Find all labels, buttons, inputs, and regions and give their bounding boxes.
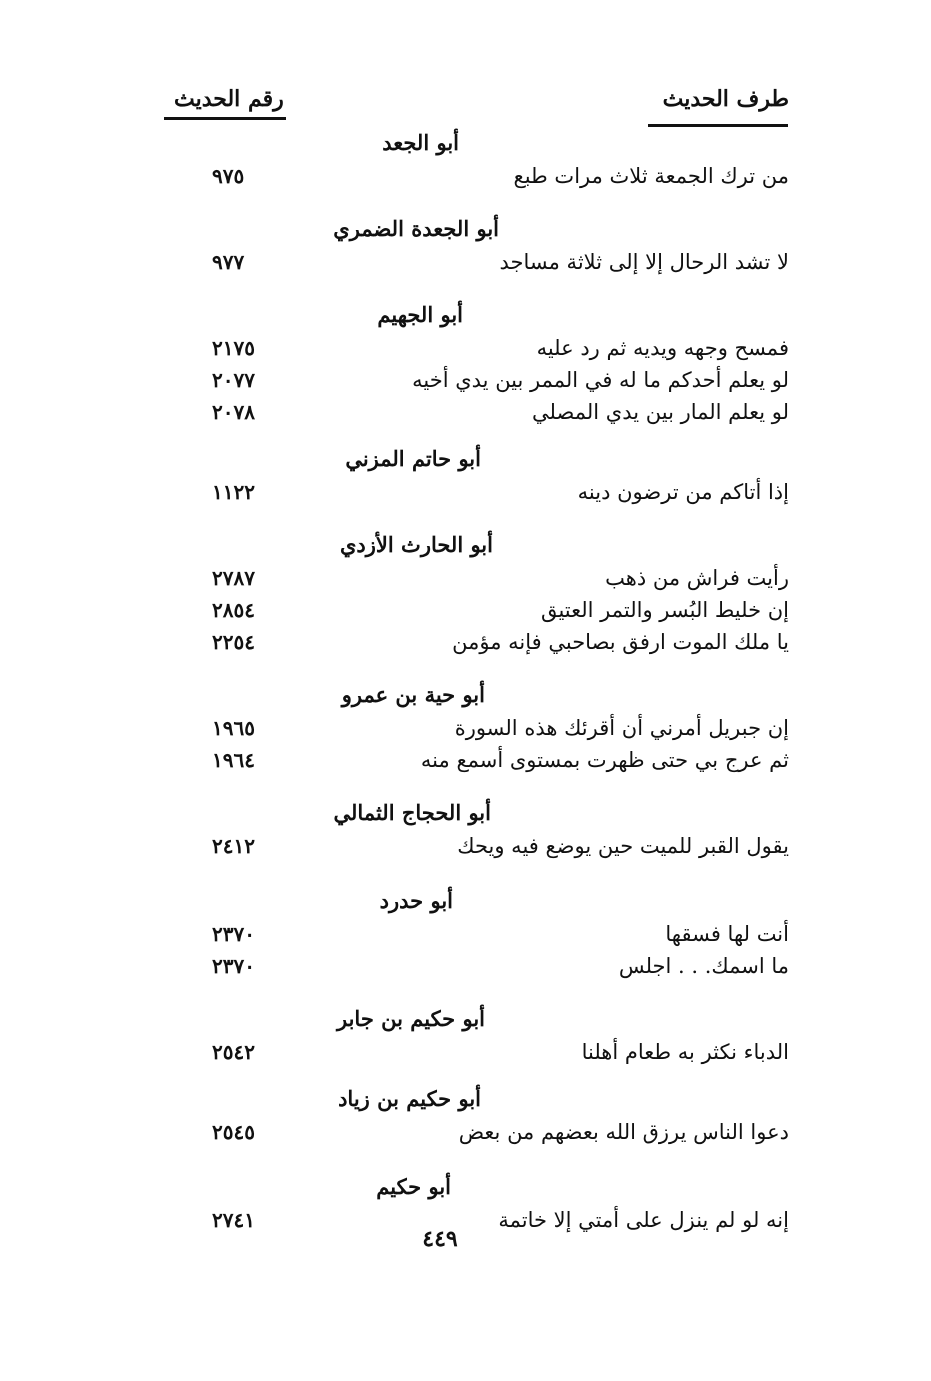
hadith-text: إن جبريل أمرني أن أقرئك هذه السورة bbox=[454, 716, 789, 740]
hadith-entry bbox=[0, 918, 931, 950]
narrator-name: أبو حية بن عمرو bbox=[341, 682, 485, 707]
hadith-text: إن خليط البُسر والتمر العتيق bbox=[540, 598, 789, 622]
narrator-heading bbox=[0, 1082, 931, 1116]
hadith-entry bbox=[0, 594, 931, 626]
narrator-name: أبو الحجاج الثمالي bbox=[333, 800, 491, 825]
hadith-entry bbox=[0, 396, 931, 428]
hadith-entry bbox=[0, 364, 931, 396]
hadith-index bbox=[0, 126, 931, 1236]
hadith-number: ٢٨٥٤ bbox=[212, 598, 255, 622]
narrator-heading bbox=[0, 298, 931, 332]
hadith-entry bbox=[0, 712, 931, 744]
narrator-name: أبو حكيم bbox=[376, 1174, 451, 1199]
narrator-name: أبو الجهيم bbox=[377, 302, 463, 327]
column-header-hadith-number: رقم الحديث bbox=[174, 86, 284, 112]
hadith-number: ٢١٧٥ bbox=[212, 336, 255, 360]
hadith-number: ١٩٦٤ bbox=[212, 748, 255, 772]
hadith-number: ٢٣٧٠ bbox=[212, 954, 255, 978]
hadith-number: ٩٧٧ bbox=[212, 250, 245, 274]
narrator-heading bbox=[0, 884, 931, 918]
narrator-name: أبو الجعد bbox=[382, 130, 459, 155]
hadith-number: ١٩٦٥ bbox=[212, 716, 255, 740]
narrator-heading bbox=[0, 528, 931, 562]
narrator-name: أبو الحارث الأزدي bbox=[340, 532, 493, 557]
narrator-name: أبو حاتم المزني bbox=[345, 446, 481, 471]
hadith-text: أنت لها فسقها bbox=[665, 922, 789, 946]
hadith-entry bbox=[0, 562, 931, 594]
hadith-number: ٢٥٤٢ bbox=[212, 1040, 255, 1064]
hadith-text: ثم عرج بي حتى ظهرت بمستوى أسمع منه bbox=[420, 748, 789, 772]
narrator-heading bbox=[0, 1002, 931, 1036]
hadith-text: إنه لو لم ينزل على أمتي إلا خاتمة bbox=[498, 1208, 789, 1232]
hadith-text: من ترك الجمعة ثلاث مرات طبع bbox=[513, 164, 789, 188]
narrator-name: أبو حكيم بن زياد bbox=[338, 1086, 481, 1111]
hadith-number: ٢٢٥٤ bbox=[212, 630, 255, 654]
page-number: ٤٤٩ bbox=[422, 1226, 458, 1252]
hadith-entry bbox=[0, 160, 931, 192]
hadith-text: رأيت فراش من ذهب bbox=[605, 566, 789, 590]
hadith-number: ١١٢٢ bbox=[212, 480, 255, 504]
hadith-entry bbox=[0, 332, 931, 364]
hadith-number: ٢٤١٢ bbox=[212, 834, 255, 858]
hadith-entry bbox=[0, 246, 931, 278]
hadith-entry bbox=[0, 476, 931, 508]
hadith-entry bbox=[0, 950, 931, 982]
header-rule-left bbox=[164, 117, 286, 120]
narrator-name: أبو حدرد bbox=[379, 888, 453, 913]
hadith-entry bbox=[0, 1036, 931, 1068]
narrator-name: أبو الجعدة الضمري bbox=[333, 216, 499, 241]
hadith-number: ٢٠٧٨ bbox=[212, 400, 255, 424]
hadith-text: لا تشد الرحال إلا إلى ثلاثة مساجد bbox=[499, 250, 789, 274]
hadith-number: ٢٠٧٧ bbox=[212, 368, 255, 392]
hadith-number: ٢٧٤١ bbox=[212, 1208, 255, 1232]
column-header-hadith-text: طرف الحديث bbox=[662, 86, 789, 112]
hadith-text: دعوا الناس يرزق الله بعضهم من بعض bbox=[458, 1120, 789, 1144]
narrator-heading bbox=[0, 1170, 931, 1204]
narrator-heading bbox=[0, 678, 931, 712]
hadith-number: ٢٧٨٧ bbox=[212, 566, 255, 590]
hadith-text: فمسح وجهه ويديه ثم رد عليه bbox=[536, 336, 789, 360]
hadith-text: الدباء نكثر به طعام أهلنا bbox=[581, 1040, 789, 1064]
hadith-text: لو يعلم المار بين يدي المصلي bbox=[532, 400, 789, 424]
hadith-number: ٩٧٥ bbox=[212, 164, 245, 188]
narrator-heading bbox=[0, 442, 931, 476]
hadith-entry bbox=[0, 830, 931, 862]
narrator-heading bbox=[0, 126, 931, 160]
hadith-entry bbox=[0, 744, 931, 776]
hadith-text: يقول القبر للميت حين يوضع فيه ويحك bbox=[457, 834, 789, 858]
hadith-text: إذا أتاكم من ترضون دينه bbox=[577, 480, 789, 504]
hadith-text: لو يعلم أحدكم ما له في الممر بين يدي أخيه bbox=[412, 368, 789, 392]
hadith-text: ما اسمك. . . اجلس bbox=[618, 954, 789, 978]
hadith-number: ٢٥٤٥ bbox=[212, 1120, 255, 1144]
hadith-entry bbox=[0, 626, 931, 658]
hadith-entry bbox=[0, 1116, 931, 1148]
narrator-heading bbox=[0, 212, 931, 246]
hadith-number: ٢٣٧٠ bbox=[212, 922, 255, 946]
hadith-text: يا ملك الموت ارفق بصاحبي فإنه مؤمن bbox=[452, 630, 789, 654]
narrator-heading bbox=[0, 796, 931, 830]
narrator-name: أبو حكيم بن جابر bbox=[337, 1006, 485, 1031]
